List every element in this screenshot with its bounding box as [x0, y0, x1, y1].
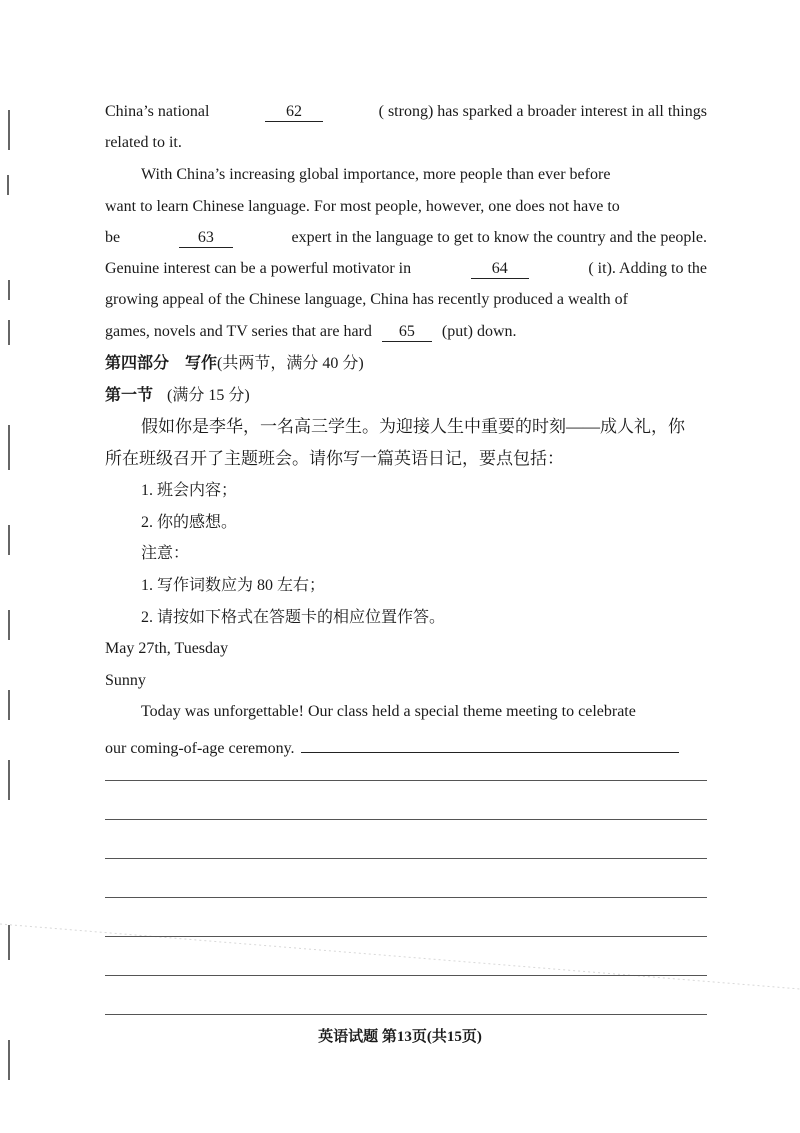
- prompt-point-2: 2. 你的感想。: [141, 514, 238, 531]
- section1-heading: [105, 386, 707, 406]
- diary-date: May 27th, Tuesday: [105, 640, 229, 657]
- answer-line[interactable]: [105, 1014, 707, 1015]
- passage-line-2: related to it.: [105, 134, 182, 151]
- passage-text: be: [105, 229, 121, 246]
- section1-note: (满分 15 分): [167, 387, 250, 404]
- diary-text: Today was unforgettable! Our class held a special theme meeting to celebrate: [141, 703, 636, 720]
- passage-text: want to learn Chinese language. For most people, however, one does not have to: [105, 198, 620, 215]
- answer-line[interactable]: [105, 858, 707, 859]
- answer-line[interactable]: [105, 819, 707, 820]
- prompt-line-1: 假如你是李华，一名高三学生。为迎接人生中重要的时刻——成人礼，你: [141, 417, 685, 436]
- passage-line-5: [105, 228, 707, 248]
- passage-line-8: [105, 322, 707, 342]
- blank-64: 64: [471, 260, 529, 279]
- section1-title: 第一节: [105, 387, 154, 404]
- passage-line-1: [105, 102, 707, 122]
- part4-note: (共两节，满分 40 分): [217, 355, 364, 372]
- prompt-point-1: 1. 班会内容；: [141, 482, 238, 499]
- answer-line[interactable]: [105, 975, 707, 976]
- passage-text: (put) down.: [441, 323, 517, 340]
- passage-text: expert in the language to get to know the country and the people.: [291, 229, 707, 246]
- prompt-notice-2: 2. 请按如下格式在答题卡的相应位置作答。: [141, 609, 446, 626]
- blank-62: 62: [265, 103, 323, 122]
- passage-text: ( strong) has sparked a broader interest in all things: [378, 103, 707, 120]
- passage-text: games, novels and TV series that are hard: [105, 323, 372, 340]
- part4-heading: [105, 354, 707, 374]
- answer-line[interactable]: [105, 780, 707, 781]
- passage-line-6: [105, 259, 707, 279]
- part4-title: 第四部分 写作: [105, 355, 218, 372]
- answer-line[interactable]: [105, 936, 707, 937]
- prompt-notice-label: 注意：: [141, 545, 190, 562]
- prompt-notice-1: 1. 写作词数应为 80 左右；: [141, 577, 326, 594]
- diary-text: our coming-of-age ceremony.: [105, 740, 295, 757]
- passage-text: China’s national: [105, 103, 210, 120]
- diary-opening-2: [105, 734, 707, 759]
- prompt-line-2: 所在班级召开了主题班会。请你写一篇英语日记，要点包括：: [105, 449, 564, 468]
- passage-text: Genuine interest can be a powerful motivator in: [105, 260, 412, 277]
- answer-line[interactable]: [105, 897, 707, 898]
- page-footer: 英语试题 第13页(共15页): [318, 1029, 482, 1045]
- passage-line-4: [105, 197, 707, 217]
- answer-line-inline[interactable]: [301, 734, 679, 753]
- passage-text: ( it). Adding to the: [588, 260, 707, 277]
- diary-opening-1: [141, 702, 707, 722]
- passage-line-7: [105, 290, 707, 310]
- passage-text: With China’s increasing global importance, more people than ever before: [141, 166, 611, 183]
- passage-text: growing appeal of the Chinese language, China has recently produced a wealth of: [105, 291, 628, 308]
- blank-65: 65: [382, 323, 432, 342]
- blank-63: 63: [179, 229, 233, 248]
- scan-shadow-streak: [0, 914, 800, 994]
- diary-weather: Sunny: [105, 672, 146, 689]
- passage-line-3: [141, 165, 707, 185]
